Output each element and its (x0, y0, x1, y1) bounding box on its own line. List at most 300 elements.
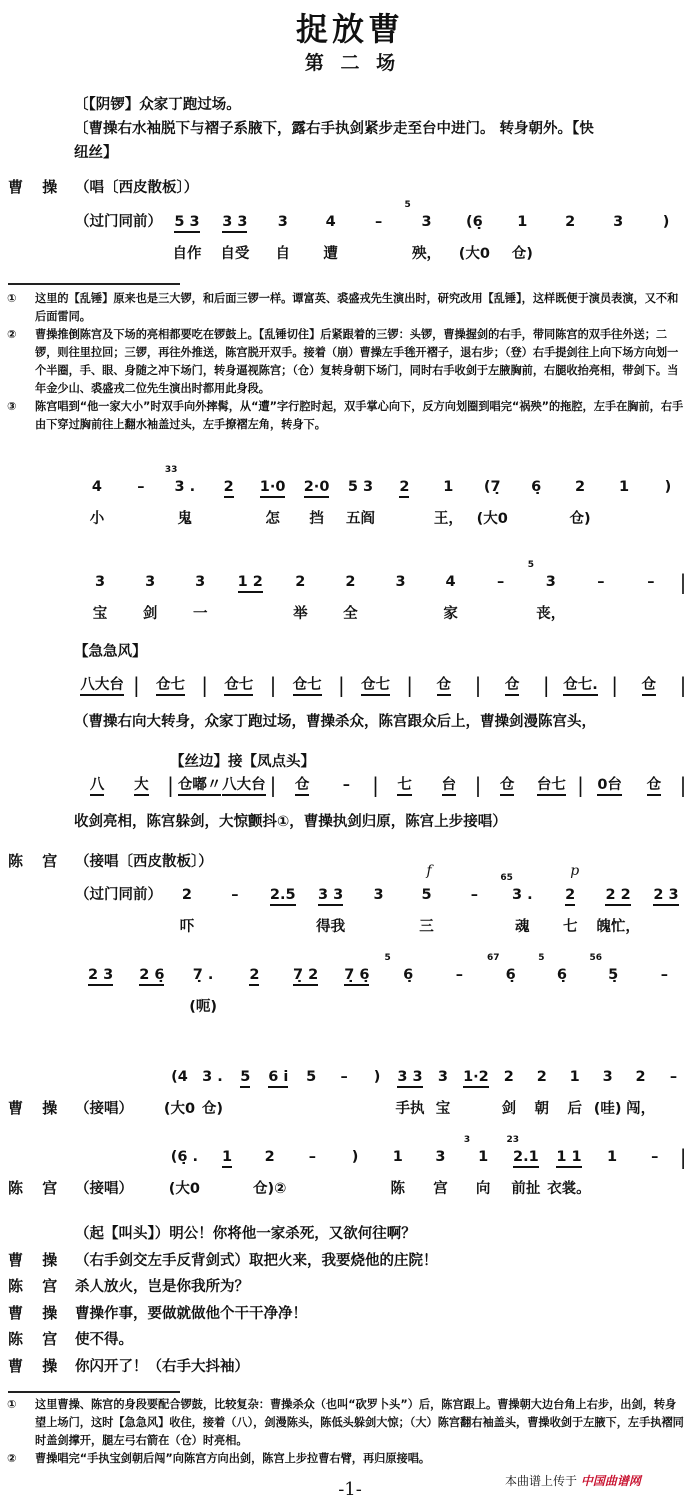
percussion-syllable (75, 775, 119, 795)
note-cell (588, 953, 639, 995)
score-line (75, 200, 690, 263)
note-value: 5 (421, 887, 432, 903)
percussion-text: 0台 (597, 777, 622, 796)
note-value: 1·2 (463, 1069, 489, 1088)
note (383, 775, 427, 795)
footnote (7, 290, 685, 326)
note-cell (196, 1067, 229, 1118)
note (546, 885, 594, 905)
percussion-text: | (201, 673, 209, 697)
percussion-text: 七 (397, 777, 412, 796)
percussion-syllable (622, 675, 676, 695)
note-value: 2 2 (605, 887, 630, 906)
note (207, 477, 251, 497)
percussion-syllable (212, 675, 266, 695)
note (403, 885, 451, 905)
lyric: 剑 (142, 606, 158, 622)
note (642, 885, 690, 905)
percussion-text: | (337, 673, 345, 697)
percussion-text: | (132, 673, 140, 697)
note-value: – (669, 1069, 678, 1085)
footnote-text: 曹操唱完“手执宝剑朝后闯”向陈宫方向出剑，陈宫上步拉曹右臂，再归原接唱。 (35, 1452, 431, 1465)
lyric: 向 (475, 1181, 491, 1197)
speaker-label: 曹 操 (8, 1250, 58, 1269)
percussion-text: 大 (134, 777, 149, 796)
note (266, 775, 280, 795)
note-cell (450, 212, 498, 263)
note-value: ) (662, 214, 670, 230)
note (498, 885, 546, 905)
note (646, 477, 690, 497)
note-cell (536, 953, 587, 995)
lyric: 自 (275, 246, 291, 262)
lyric: (大0 (163, 1101, 196, 1117)
note-cell (505, 1135, 548, 1198)
note (126, 965, 177, 985)
note-cell (207, 477, 251, 507)
percussion-label: 【急急风】 (74, 644, 147, 660)
barline (471, 775, 485, 795)
note-value: – (597, 574, 605, 590)
note-value: 3 (602, 1069, 613, 1085)
note-value: 1·0 (260, 479, 286, 498)
note-value: 2.1 (513, 1149, 539, 1168)
note-cell (163, 885, 211, 936)
note (525, 1067, 558, 1087)
percussion-text: | (611, 673, 618, 697)
note (419, 1147, 462, 1167)
note (574, 775, 588, 795)
speaker-label: 陈 宫 (8, 1277, 58, 1295)
note (546, 212, 594, 232)
note-cell (450, 885, 498, 915)
percussion-syllable (280, 775, 324, 795)
note (602, 477, 646, 497)
percussion-syllable (632, 775, 676, 795)
note-value: 2 (565, 214, 576, 230)
percussion-text: | (679, 773, 687, 797)
note-value: 3 (545, 574, 556, 590)
barline (574, 775, 588, 795)
percussion-syllable (75, 675, 129, 695)
percussion-syllable (588, 775, 632, 795)
note-value: – (374, 214, 383, 230)
note-cell (291, 1147, 334, 1177)
note (375, 572, 425, 592)
note (295, 1067, 328, 1087)
note (196, 1067, 229, 1087)
note-cell (403, 863, 451, 936)
note (492, 1067, 525, 1087)
note-cell (339, 477, 383, 528)
note (75, 965, 126, 985)
note-value: 6̣ (531, 479, 542, 495)
note-value: 6̣ (556, 967, 567, 983)
percussion-text: 仓七 (361, 677, 390, 696)
lyric: 自受 (220, 246, 250, 262)
note-value: 1 (222, 1149, 232, 1168)
note (588, 965, 639, 985)
note (163, 1147, 206, 1167)
note (229, 965, 280, 985)
grace-note: 5 (538, 953, 545, 963)
note (417, 675, 471, 695)
note-cell (498, 212, 546, 263)
lyric: 闯， (626, 1101, 656, 1117)
dynamic-mark: f (426, 863, 432, 879)
percussion-line (75, 775, 690, 795)
note-value: 3 (437, 1069, 449, 1085)
note (427, 775, 471, 795)
note-cell (280, 965, 331, 995)
note (175, 572, 225, 592)
lyric: 手执 (395, 1101, 425, 1117)
note-cell (558, 477, 602, 528)
note-value: 2 (635, 1069, 646, 1085)
note-cell (547, 1147, 591, 1198)
note-value: 3 . (511, 887, 533, 903)
footnote (7, 398, 685, 434)
note (325, 572, 375, 592)
note-value: 1 1 (556, 1149, 581, 1168)
score-line (75, 1067, 690, 1118)
percussion-text: 仓七. (563, 677, 598, 696)
note (361, 1067, 394, 1087)
note-cell (119, 477, 163, 507)
site-logo[interactable]: 中国曲谱网 (580, 1474, 641, 1488)
note (382, 477, 426, 497)
line-prefix (75, 1067, 163, 1118)
speaker-label: 陈 宫 (8, 852, 58, 870)
lyric: 挡 (309, 511, 324, 527)
note-value: 3 . (202, 1069, 223, 1085)
lyric: 宝 (92, 606, 108, 622)
note-cell (163, 212, 211, 263)
note (266, 675, 280, 695)
note-cell (403, 200, 451, 263)
percussion-text: 八 (90, 777, 105, 796)
barline (266, 775, 280, 795)
note-value: 2 3 (653, 887, 678, 906)
note-value: 3 (277, 214, 288, 230)
percussion-text: 仓七 (156, 677, 185, 696)
note (450, 212, 498, 232)
lyric: (大0 (458, 246, 490, 262)
dialogue-line: （起【叫头】）明公！你将他一家杀死，又欲何往啊？ (75, 1226, 416, 1242)
lyric: 仓) (201, 1101, 223, 1117)
note (211, 885, 259, 905)
note-value: 2 (399, 479, 409, 498)
note-value: 1 (443, 479, 454, 495)
stage-direction: （曹操右向大转身，众家丁跑过场，曹操杀众，陈宫跟众后上，曹操剑漫陈宫头， (74, 714, 596, 730)
footnote (7, 1450, 685, 1468)
note (164, 775, 178, 795)
note-value: 2 (224, 479, 234, 498)
note-value: – (497, 574, 505, 590)
lyric: 丧， (536, 606, 566, 622)
note-cell (355, 885, 403, 915)
lyric: (大0 (476, 511, 508, 527)
note-cell (594, 885, 642, 936)
note-cell (229, 1067, 262, 1097)
lyric: 得我 (316, 919, 346, 935)
note-cell (175, 572, 225, 623)
lyric: 仓) (569, 511, 591, 527)
percussion-text: 八大台 (222, 777, 266, 796)
speaker-label: 陈 宫 (8, 1179, 58, 1197)
barline (266, 675, 280, 695)
note-cell (462, 1135, 505, 1198)
note-value: 4 (325, 214, 336, 230)
note-cell (361, 1067, 394, 1097)
note (558, 477, 602, 497)
note-value: 5 (306, 1069, 317, 1085)
note-value: – (660, 967, 668, 983)
barline (676, 1147, 690, 1177)
note-value: 1 (392, 1149, 403, 1165)
note-value: 6̣ (505, 967, 516, 983)
note-value: – (647, 574, 655, 590)
note-cell (546, 212, 594, 242)
barline (198, 675, 212, 695)
note (426, 572, 476, 592)
percussion-text: 仓 (505, 677, 520, 696)
footnotes-1 (7, 290, 685, 434)
note-cell (355, 212, 403, 242)
note (307, 885, 355, 905)
note-cell (626, 572, 676, 602)
lyric: 陈 (390, 1181, 406, 1197)
note (339, 477, 383, 497)
note-cell (163, 1067, 196, 1118)
lyric: (大0 (168, 1181, 200, 1197)
note-cell (325, 572, 375, 623)
percussion-syllable (143, 675, 197, 695)
note (348, 675, 402, 695)
page-number: -1- (338, 1479, 362, 1500)
score-line (75, 1135, 690, 1198)
note (588, 775, 632, 795)
barline (334, 675, 348, 695)
note-value: 3 3 (397, 1069, 422, 1088)
stage-direction: 纽丝】 (74, 145, 118, 161)
note-value: 3 (435, 1149, 446, 1165)
note-value: 1 (517, 214, 528, 230)
line-prefix (75, 885, 163, 915)
prefix-text (75, 1067, 163, 1087)
note-cell (262, 1067, 295, 1097)
note-cell (591, 1067, 624, 1118)
note-cell (427, 1067, 460, 1118)
note (280, 675, 334, 695)
note-value: 2 (345, 574, 356, 590)
note (639, 965, 690, 985)
upload-text: 本曲谱上传于 (505, 1474, 578, 1488)
note (459, 1067, 492, 1087)
note-cell (259, 212, 307, 263)
score-line (75, 560, 690, 623)
note (470, 477, 514, 497)
lyric: 宫 (433, 1181, 448, 1197)
note (275, 572, 325, 592)
percussion-text: 仓 (500, 777, 515, 796)
note (355, 885, 403, 905)
note-value: – (231, 887, 239, 903)
note-cell (295, 1067, 328, 1097)
note (280, 775, 324, 795)
note (280, 965, 331, 985)
lyric: (哇) (593, 1101, 622, 1117)
note-value: 2 3 (88, 967, 113, 986)
score-line (75, 953, 690, 1016)
percussion-text: | (372, 773, 379, 797)
percussion-syllable (383, 775, 427, 795)
lyric: 自作 (172, 246, 202, 262)
note-value: 3 (613, 214, 624, 230)
note (75, 477, 119, 497)
note-value: 1 2 (238, 574, 263, 593)
footnote-marker: ① (7, 292, 17, 305)
percussion-syllable (222, 775, 266, 795)
note (485, 675, 539, 695)
speaker-label: 陈 宫 (8, 1330, 58, 1348)
note-cell (558, 1067, 591, 1118)
note-value: – (651, 1149, 659, 1165)
note-cell (376, 1147, 419, 1198)
percussion-text: 仓 (642, 677, 657, 696)
grace-note: 23 (506, 1135, 520, 1145)
percussion-syllable (348, 675, 402, 695)
note-value: – (308, 1149, 317, 1165)
note (539, 675, 553, 695)
note-value: 6̣ (403, 967, 414, 983)
note-cell (75, 572, 125, 623)
percussion-text: 台七 (537, 777, 566, 796)
note (657, 1067, 690, 1087)
note-cell (225, 572, 275, 602)
score-line (75, 465, 690, 528)
note (355, 212, 403, 232)
note (125, 572, 175, 592)
score-line (75, 863, 690, 936)
footnote-rule (8, 283, 180, 285)
note (212, 675, 266, 695)
lyric: 遭 (323, 246, 338, 262)
note-value: 7̣ . (192, 967, 214, 983)
lyric: 前扯 (511, 1181, 541, 1197)
note-value: 1 (618, 479, 630, 495)
note-value: 3 3 (318, 887, 343, 906)
upload-credit (505, 1472, 641, 1489)
note (225, 572, 275, 592)
note (259, 885, 307, 905)
dialogue-line: 使不得。 (75, 1332, 133, 1348)
note-cell (275, 572, 325, 623)
footnote-rule (8, 1391, 180, 1393)
note-value: 2 (295, 574, 306, 590)
note (485, 965, 536, 985)
note-value: (4 (171, 1069, 188, 1085)
note (251, 477, 295, 497)
note-value: – (340, 1069, 348, 1085)
note-cell (248, 1147, 291, 1198)
note-value: 2 (565, 887, 575, 906)
note-cell (546, 863, 594, 936)
note-value: 1 (606, 1149, 618, 1165)
note-value: 3 . (174, 479, 196, 495)
note-cell (125, 572, 175, 623)
percussion-label: 【丝边】接【凤点头】 (170, 754, 315, 770)
note-cell (307, 885, 355, 936)
note (163, 1067, 196, 1087)
note-cell (229, 965, 280, 995)
note (505, 1147, 548, 1167)
note (163, 477, 207, 497)
note-value: | (679, 1145, 687, 1169)
note (259, 212, 307, 232)
grace-note: 67 (487, 953, 500, 963)
note-value: 5 (240, 1069, 250, 1088)
percussion-syllable (324, 775, 368, 795)
scene-subtitle: 第 二 场 (304, 52, 396, 74)
lyric: 魂 (515, 919, 530, 935)
note (427, 1067, 460, 1087)
note (591, 1147, 634, 1167)
note (471, 675, 485, 695)
note-cell (591, 1147, 634, 1177)
note-value: 5̣ (608, 967, 619, 983)
note-value: 2 (181, 887, 192, 903)
lyric: 小 (89, 511, 105, 527)
note (119, 775, 163, 795)
note-value: 2 6̣ (139, 967, 164, 986)
note-value: 5 3 (347, 479, 374, 495)
note-value: – (455, 967, 463, 983)
note (163, 885, 211, 905)
lyric: 仓) (511, 246, 533, 262)
percussion-text: | (269, 673, 277, 697)
lyric: 举 (293, 606, 308, 622)
note-value: 7̣ 2 (293, 967, 318, 986)
note (591, 1067, 624, 1087)
note-value: 3 (395, 574, 406, 590)
lyric: 后 (567, 1101, 582, 1117)
note (369, 775, 383, 795)
note (608, 675, 622, 695)
percussion-text: | (167, 773, 174, 797)
note-value: (7̣ (483, 479, 501, 495)
barline (369, 775, 383, 795)
note (295, 477, 339, 497)
note-value: 2 (264, 1149, 275, 1165)
note (485, 775, 529, 795)
note-cell (476, 572, 526, 602)
lyric: 魄忙， (596, 919, 640, 935)
footnote-marker: ② (7, 1452, 17, 1465)
note (222, 775, 266, 795)
note-value: 3 (421, 214, 432, 230)
lyric: 五阎 (345, 511, 375, 527)
note (576, 572, 626, 592)
note (676, 1147, 690, 1167)
speaker-label: 曹 操 (8, 1303, 58, 1322)
note-value: 2 (575, 479, 586, 495)
footnote-marker: ① (7, 1398, 17, 1411)
page-title: 捉放曹 (295, 10, 404, 48)
note (291, 1147, 334, 1167)
stage-direction: 〔【阴锣】众家丁跑过场。 (74, 97, 241, 113)
note-value: ) (373, 1069, 381, 1085)
